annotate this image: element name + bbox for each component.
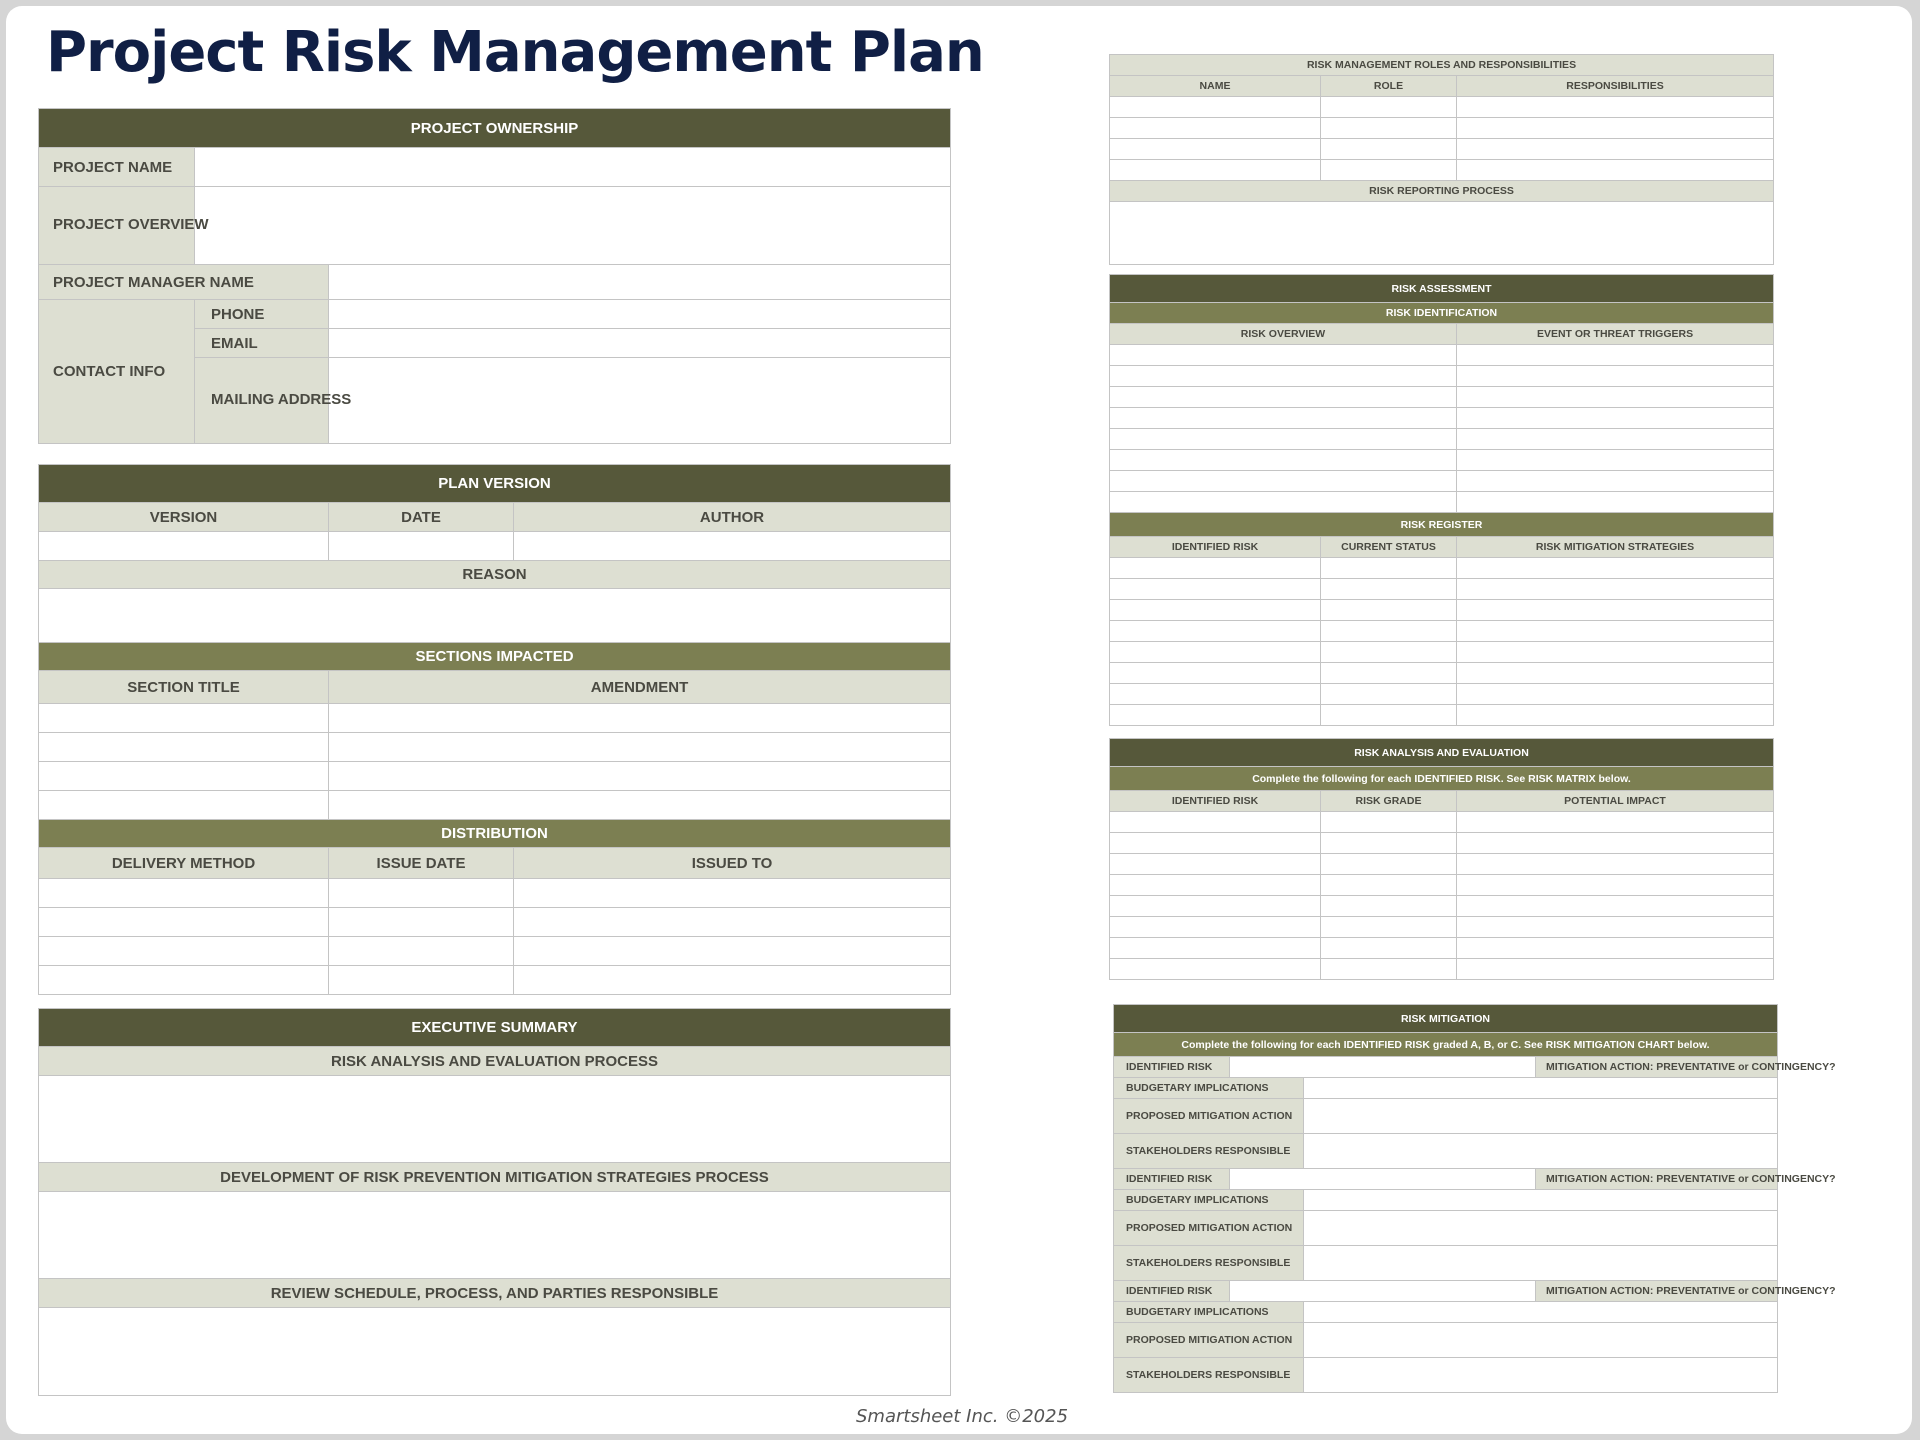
risk-mitigation-header: RISK MITIGATION	[1114, 1005, 1778, 1033]
role-cell[interactable]	[1321, 139, 1457, 160]
issued-to-cell[interactable]	[514, 937, 951, 966]
risk-overview-cell[interactable]	[1110, 366, 1457, 387]
risk-grade-col-header: RISK GRADE	[1321, 791, 1457, 812]
role-cell[interactable]	[1321, 97, 1457, 118]
plan-version-header: PLAN VERSION	[39, 465, 951, 503]
proposed-action-field[interactable]	[1304, 1211, 1778, 1246]
identified-risk-label: IDENTIFIED RISK	[1114, 1057, 1230, 1078]
risk-grade-cell[interactable]	[1321, 896, 1457, 917]
name-cell[interactable]	[1110, 118, 1321, 139]
current-status-cell[interactable]	[1321, 621, 1457, 642]
mitigation-strategies-cell[interactable]	[1457, 705, 1774, 726]
identified-risk-cell[interactable]	[1110, 875, 1321, 896]
identified-risk-cell[interactable]	[1110, 854, 1321, 875]
triggers-col-header: EVENT OR THREAT TRIGGERS	[1457, 324, 1774, 345]
identified-risk-cell[interactable]	[1110, 642, 1321, 663]
distribution-header: DISTRIBUTION	[39, 820, 951, 848]
executive-summary-header: EXECUTIVE SUMMARY	[39, 1009, 951, 1047]
date-col-header: DATE	[329, 503, 514, 532]
identified-risk-cell[interactable]	[1110, 896, 1321, 917]
mitigation-action-type-label: MITIGATION ACTION: PREVENTATIVE or CONTINGENCY?	[1536, 1169, 1778, 1190]
issue-date-cell[interactable]	[329, 937, 514, 966]
identified-risk-cell[interactable]	[1110, 579, 1321, 600]
budgetary-implications-label: BUDGETARY IMPLICATIONS	[1114, 1190, 1304, 1211]
responsibilities-cell[interactable]	[1457, 139, 1774, 160]
budgetary-implications-field[interactable]	[1304, 1078, 1778, 1099]
risk-analysis-instruction: Complete the following for each IDENTIFIED RISK. See RISK MATRIX below.	[1110, 767, 1774, 791]
risk-register-header: RISK REGISTER	[1110, 513, 1774, 537]
reporting-process-header: RISK REPORTING PROCESS	[1110, 181, 1774, 202]
responsibilities-cell[interactable]	[1457, 118, 1774, 139]
identified-risk-label: IDENTIFIED RISK	[1114, 1281, 1230, 1302]
mitigation-strategies-col-header: RISK MITIGATION STRATEGIES	[1457, 537, 1774, 558]
amendment-col-header: AMENDMENT	[329, 671, 951, 704]
triggers-cell[interactable]	[1457, 492, 1774, 513]
risk-grade-cell[interactable]	[1321, 833, 1457, 854]
mitigation-strategies-cell[interactable]	[1457, 663, 1774, 684]
mitigation-strategies-cell[interactable]	[1457, 621, 1774, 642]
reporting-process-field[interactable]	[1110, 202, 1774, 265]
delivery-method-cell[interactable]	[39, 879, 329, 908]
executive-summary-table	[38, 1008, 951, 1396]
risk-analysis-header: RISK ANALYSIS AND EVALUATION	[1110, 739, 1774, 767]
issued-to-cell[interactable]	[514, 879, 951, 908]
version-field[interactable]	[39, 532, 329, 561]
project-overview-field[interactable]	[195, 187, 951, 265]
mitigation-strategies-cell[interactable]	[1457, 600, 1774, 621]
date-field[interactable]	[329, 532, 514, 561]
amendment-cell[interactable]	[329, 762, 951, 791]
proposed-action-label: PROPOSED MITIGATION ACTION	[1114, 1211, 1304, 1246]
risk-overview-cell[interactable]	[1110, 387, 1457, 408]
identified-risk-cell[interactable]	[1110, 621, 1321, 642]
reason-header: REASON	[39, 561, 951, 589]
mailing-address-label: MAILING ADDRESS	[195, 358, 329, 444]
identified-risk-cell[interactable]	[1110, 663, 1321, 684]
identified-risk-cell[interactable]	[1110, 959, 1321, 980]
risk-grade-cell[interactable]	[1321, 938, 1457, 959]
risk-assessment-header: RISK ASSESSMENT	[1110, 275, 1774, 303]
role-col-header: ROLE	[1321, 76, 1457, 97]
review-schedule-field[interactable]	[39, 1308, 951, 1396]
potential-impact-cell[interactable]	[1457, 917, 1774, 938]
triggers-cell[interactable]	[1457, 429, 1774, 450]
sections-impacted-header: SECTIONS IMPACTED	[39, 643, 951, 671]
identified-risk-cell[interactable]	[1110, 600, 1321, 621]
potential-impact-cell[interactable]	[1457, 833, 1774, 854]
stakeholders-label: STAKEHOLDERS RESPONSIBLE	[1114, 1134, 1304, 1169]
identified-risk-field[interactable]	[1230, 1169, 1536, 1190]
responsibilities-cell[interactable]	[1457, 97, 1774, 118]
roles-header: RISK MANAGEMENT ROLES AND RESPONSIBILITIES	[1110, 55, 1774, 76]
amendment-cell[interactable]	[329, 733, 951, 762]
amendment-cell[interactable]	[329, 704, 951, 733]
delivery-method-cell[interactable]	[39, 937, 329, 966]
prevention-process-field[interactable]	[39, 1192, 951, 1279]
risk-mitigation-table	[1113, 1004, 1836, 1393]
project-name-field[interactable]	[195, 148, 951, 187]
risk-overview-cell[interactable]	[1110, 471, 1457, 492]
proposed-action-field[interactable]	[1304, 1323, 1778, 1358]
phone-label: PHONE	[195, 300, 329, 329]
name-cell[interactable]	[1110, 139, 1321, 160]
role-cell[interactable]	[1321, 160, 1457, 181]
identified-risk-col-header: IDENTIFIED RISK	[1110, 537, 1321, 558]
manager-name-field[interactable]	[329, 265, 951, 300]
issue-date-cell[interactable]	[329, 879, 514, 908]
mitigation-action-type-label: MITIGATION ACTION: PREVENTATIVE or CONTINGENCY?	[1536, 1057, 1778, 1078]
document-page	[6, 6, 1912, 1434]
triggers-cell[interactable]	[1457, 366, 1774, 387]
risk-grade-cell[interactable]	[1321, 959, 1457, 980]
section-title-cell[interactable]	[39, 791, 329, 820]
risk-grade-cell[interactable]	[1321, 875, 1457, 896]
potential-impact-cell[interactable]	[1457, 959, 1774, 980]
risk-identification-header: RISK IDENTIFICATION	[1110, 303, 1774, 324]
risk-assessment-table	[1109, 274, 1774, 726]
section-title-cell[interactable]	[39, 704, 329, 733]
risk-grade-cell[interactable]	[1321, 812, 1457, 833]
identified-risk-cell[interactable]	[1110, 917, 1321, 938]
section-title-cell[interactable]	[39, 733, 329, 762]
issue-date-col-header: ISSUE DATE	[329, 848, 514, 879]
email-label: EMAIL	[195, 329, 329, 358]
risk-analysis-table	[1109, 738, 1774, 980]
risk-overview-cell[interactable]	[1110, 408, 1457, 429]
issue-date-cell[interactable]	[329, 908, 514, 937]
roles-table	[1109, 54, 1774, 265]
stakeholders-label: STAKEHOLDERS RESPONSIBLE	[1114, 1246, 1304, 1281]
section-title-cell[interactable]	[39, 762, 329, 791]
plan-version-table	[38, 464, 951, 995]
potential-impact-cell[interactable]	[1457, 938, 1774, 959]
review-schedule-header: REVIEW SCHEDULE, PROCESS, AND PARTIES RESPONSIBLE	[39, 1279, 951, 1308]
mitigation-strategies-cell[interactable]	[1457, 642, 1774, 663]
phone-field[interactable]	[329, 300, 951, 329]
budgetary-implications-label: BUDGETARY IMPLICATIONS	[1114, 1078, 1304, 1099]
identified-risk-cell[interactable]	[1110, 558, 1321, 579]
issued-to-cell[interactable]	[514, 966, 951, 995]
potential-impact-cell[interactable]	[1457, 812, 1774, 833]
risk-overview-col-header: RISK OVERVIEW	[1110, 324, 1457, 345]
risk-overview-cell[interactable]	[1110, 345, 1457, 366]
current-status-cell[interactable]	[1321, 579, 1457, 600]
mitigation-strategies-cell[interactable]	[1457, 558, 1774, 579]
risk-overview-cell[interactable]	[1110, 429, 1457, 450]
budgetary-implications-field[interactable]	[1304, 1302, 1778, 1323]
risk-overview-cell[interactable]	[1110, 450, 1457, 471]
analysis-process-header: RISK ANALYSIS AND EVALUATION PROCESS	[39, 1047, 951, 1076]
current-status-cell[interactable]	[1321, 663, 1457, 684]
delivery-method-cell[interactable]	[39, 966, 329, 995]
mailing-address-field[interactable]	[329, 358, 951, 444]
triggers-cell[interactable]	[1457, 471, 1774, 492]
stakeholders-field[interactable]	[1304, 1358, 1778, 1393]
author-col-header: AUTHOR	[514, 503, 951, 532]
footer-copyright: Smartsheet Inc. ©2025	[856, 1406, 1069, 1427]
issued-to-col-header: ISSUED TO	[514, 848, 951, 879]
delivery-method-cell[interactable]	[39, 908, 329, 937]
mitigation-strategies-cell[interactable]	[1457, 684, 1774, 705]
amendment-cell[interactable]	[329, 791, 951, 820]
issued-to-cell[interactable]	[514, 908, 951, 937]
page-title: Project Risk Management Plan	[46, 20, 984, 85]
project-ownership-header: PROJECT OWNERSHIP	[39, 109, 951, 148]
potential-impact-cell[interactable]	[1457, 854, 1774, 875]
identified-risk-label: IDENTIFIED RISK	[1114, 1169, 1230, 1190]
current-status-cell[interactable]	[1321, 684, 1457, 705]
project-ownership-table	[38, 108, 951, 444]
current-status-cell[interactable]	[1321, 642, 1457, 663]
stakeholders-field[interactable]	[1304, 1246, 1778, 1281]
current-status-cell[interactable]	[1321, 558, 1457, 579]
responsibilities-cell[interactable]	[1457, 160, 1774, 181]
mitigation-strategies-cell[interactable]	[1457, 579, 1774, 600]
identified-risk-field[interactable]	[1230, 1057, 1536, 1078]
name-cell[interactable]	[1110, 97, 1321, 118]
prevention-process-header: DEVELOPMENT OF RISK PREVENTION MITIGATION STRATEGIES PROCESS	[39, 1163, 951, 1192]
budgetary-implications-field[interactable]	[1304, 1190, 1778, 1211]
current-status-col-header: CURRENT STATUS	[1321, 537, 1457, 558]
name-col-header: NAME	[1110, 76, 1321, 97]
name-cell[interactable]	[1110, 160, 1321, 181]
risk-grade-cell[interactable]	[1321, 854, 1457, 875]
stakeholders-label: STAKEHOLDERS RESPONSIBLE	[1114, 1358, 1304, 1393]
current-status-cell[interactable]	[1321, 600, 1457, 621]
triggers-cell[interactable]	[1457, 450, 1774, 471]
triggers-cell[interactable]	[1457, 387, 1774, 408]
identified-risk-cell[interactable]	[1110, 938, 1321, 959]
analysis-process-field[interactable]	[39, 1076, 951, 1163]
risk-overview-cell[interactable]	[1110, 492, 1457, 513]
identified-risk-cell[interactable]	[1110, 833, 1321, 854]
stakeholders-field[interactable]	[1304, 1134, 1778, 1169]
manager-name-label: PROJECT MANAGER NAME	[39, 265, 329, 300]
project-overview-label: PROJECT OVERVIEW	[39, 187, 195, 265]
identified-risk-cell[interactable]	[1110, 812, 1321, 833]
risk-mitigation-instruction: Complete the following for each IDENTIFIED RISK graded A, B, or C. See RISK MITIGATION CHART below.	[1114, 1033, 1778, 1057]
responsibilities-col-header: RESPONSIBILITIES	[1457, 76, 1774, 97]
delivery-method-col-header: DELIVERY METHOD	[39, 848, 329, 879]
issue-date-cell[interactable]	[329, 966, 514, 995]
section-title-col-header: SECTION TITLE	[39, 671, 329, 704]
risk-grade-cell[interactable]	[1321, 917, 1457, 938]
proposed-action-label: PROPOSED MITIGATION ACTION	[1114, 1099, 1304, 1134]
budgetary-implications-label: BUDGETARY IMPLICATIONS	[1114, 1302, 1304, 1323]
identified-risk-cell[interactable]	[1110, 705, 1321, 726]
proposed-action-label: PROPOSED MITIGATION ACTION	[1114, 1323, 1304, 1358]
mitigation-action-type-label: MITIGATION ACTION: PREVENTATIVE or CONTINGENCY?	[1536, 1281, 1778, 1302]
triggers-cell[interactable]	[1457, 408, 1774, 429]
identified-risk-cell[interactable]	[1110, 684, 1321, 705]
version-col-header: VERSION	[39, 503, 329, 532]
project-name-label: PROJECT NAME	[39, 148, 195, 187]
identified-risk-col-header: IDENTIFIED RISK	[1110, 791, 1321, 812]
identified-risk-field[interactable]	[1230, 1281, 1536, 1302]
proposed-action-field[interactable]	[1304, 1099, 1778, 1134]
reason-field[interactable]	[39, 589, 951, 643]
triggers-cell[interactable]	[1457, 345, 1774, 366]
potential-impact-cell[interactable]	[1457, 896, 1774, 917]
role-cell[interactable]	[1321, 118, 1457, 139]
potential-impact-cell[interactable]	[1457, 875, 1774, 896]
email-field[interactable]	[329, 329, 951, 358]
potential-impact-col-header: POTENTIAL IMPACT	[1457, 791, 1774, 812]
author-field[interactable]	[514, 532, 951, 561]
current-status-cell[interactable]	[1321, 705, 1457, 726]
contact-info-label: CONTACT INFO	[39, 300, 195, 444]
